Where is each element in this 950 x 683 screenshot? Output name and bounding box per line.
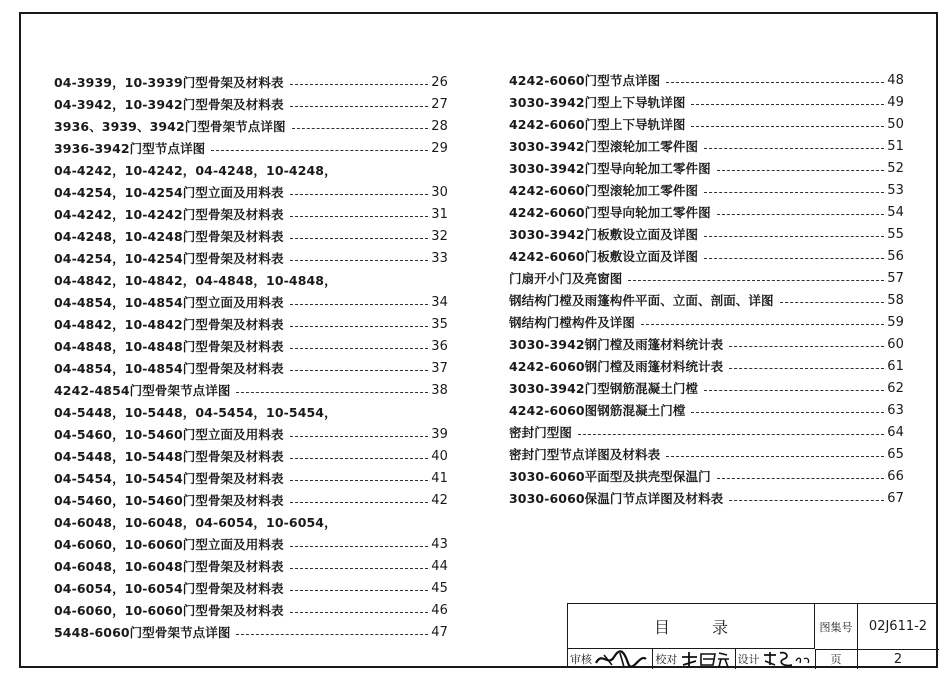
toc-entry-title: 04-6054，10-6054门型骨架及材料表 bbox=[54, 581, 284, 596]
toc-entry bbox=[54, 292, 448, 314]
toc-entry-page: 39 bbox=[431, 427, 448, 442]
toc-entry-title: 3030-3942门型滚轮加工零件图 bbox=[509, 139, 699, 154]
toc-entry-title: 04-5448，10-5448，04-5454，10-5454， bbox=[54, 405, 337, 420]
toc-entry-page: 32 bbox=[431, 229, 448, 244]
toc-entry-title: 04-5460，10-5460门型骨架及材料表 bbox=[54, 493, 284, 508]
toc-entry bbox=[54, 534, 448, 556]
toc-entry-title: 04-6060，10-6060门型立面及用料表 bbox=[54, 537, 284, 552]
toc-entry-title: 04-4242，10-4242门型骨架及材料表 bbox=[54, 207, 284, 222]
toc-entry-title: 4242-6060门型滚轮加工零件图 bbox=[509, 183, 699, 198]
signature-row bbox=[568, 649, 816, 669]
toc-entry-page: 41 bbox=[431, 471, 448, 486]
toc-entry-title: 钢结构门樘构件及详图 bbox=[509, 315, 636, 330]
toc-entry-page: 33 bbox=[431, 251, 448, 266]
toc-entry-title: 04-4254，10-4254门型骨架及材料表 bbox=[54, 251, 284, 266]
toc-entry-title: 3030-3942门型钢筋混凝土门樘 bbox=[509, 381, 699, 396]
toc-entry-page: 61 bbox=[887, 359, 904, 374]
toc-entry-title: 04-4248，10-4248门型骨架及材料表 bbox=[54, 229, 284, 244]
check-label: 校对 bbox=[655, 653, 678, 666]
toc-leader-line bbox=[641, 324, 884, 325]
toc-entry-title: 04-4842，10-4842门型骨架及材料表 bbox=[54, 317, 284, 332]
toc-entry-page: 27 bbox=[431, 97, 448, 112]
toc-entry-page: 59 bbox=[887, 315, 904, 330]
toc-leader-line bbox=[290, 194, 429, 195]
toc-entry bbox=[509, 158, 904, 180]
toc-entry bbox=[54, 380, 448, 402]
toc-entry-page: 52 bbox=[887, 161, 904, 176]
toc-leader-line bbox=[717, 214, 885, 215]
toc-entry bbox=[54, 204, 448, 226]
toc-leader-line bbox=[290, 326, 429, 327]
toc-entry bbox=[54, 94, 448, 116]
toc-entry-title: 4242-4854门型骨架节点详图 bbox=[54, 383, 231, 398]
toc-entry bbox=[509, 444, 904, 466]
toc-entry-title: 04-6060，10-6060门型骨架及材料表 bbox=[54, 603, 284, 618]
toc-entry bbox=[54, 358, 448, 380]
toc-entry-title: 3936-3942门型节点详图 bbox=[54, 141, 206, 156]
toc-entry bbox=[509, 224, 904, 246]
toc-entry-page: 62 bbox=[887, 381, 904, 396]
toc-entry bbox=[509, 488, 904, 510]
toc-entry bbox=[54, 468, 448, 490]
toc-entry-title: 04-6048，10-6048门型骨架及材料表 bbox=[54, 559, 284, 574]
page-number: 2 bbox=[893, 651, 903, 667]
toc-leader-line bbox=[290, 590, 429, 591]
title-block bbox=[567, 603, 938, 668]
toc-entry bbox=[54, 72, 448, 94]
toc-entry-page: 50 bbox=[887, 117, 904, 132]
toc-entry-page: 65 bbox=[887, 447, 904, 462]
toc-entry-title: 钢结构门樘及雨篷构件平面、立面、剖面、详图 bbox=[509, 293, 774, 308]
toc-entry bbox=[509, 114, 904, 136]
toc-leader-line bbox=[704, 258, 884, 259]
toc-leader-line bbox=[704, 148, 884, 149]
toc-entry-title: 04-4254，10-4254门型立面及用料表 bbox=[54, 185, 284, 200]
checker-signature bbox=[679, 649, 731, 669]
toc-entry bbox=[54, 512, 448, 534]
toc-entry bbox=[509, 312, 904, 334]
title-block-title: 目录 bbox=[568, 604, 815, 649]
toc-leader-line bbox=[729, 500, 884, 501]
toc-entry-title: 5448-6060门型骨架节点详图 bbox=[54, 625, 231, 640]
toc-entry-title: 3030-3942钢门樘及雨篷材料统计表 bbox=[509, 337, 724, 352]
reviewer-signature bbox=[594, 649, 649, 669]
toc-entry-page: 66 bbox=[887, 469, 904, 484]
toc-leader-line bbox=[290, 546, 429, 547]
toc-leader-line bbox=[290, 304, 429, 305]
toc-entry-page: 63 bbox=[887, 403, 904, 418]
toc-entry-title: 3030-6060平面型及拱壳型保温门 bbox=[509, 469, 711, 484]
toc-entry-page: 56 bbox=[887, 249, 904, 264]
toc-entry bbox=[509, 202, 904, 224]
toc-leader-line bbox=[211, 150, 428, 151]
toc-entry-title: 密封门型图 bbox=[509, 425, 573, 440]
toc-entry-title: 04-3942，10-3942门型骨架及材料表 bbox=[54, 97, 284, 112]
toc-leader-line bbox=[704, 390, 884, 391]
toc-entry-page: 57 bbox=[887, 271, 904, 286]
toc-entry-page: 45 bbox=[431, 581, 448, 596]
toc-entry bbox=[509, 180, 904, 202]
toc-leader-line bbox=[290, 502, 429, 503]
toc-entry-title: 04-4242，10-4242，04-4248，10-4248， bbox=[54, 163, 337, 178]
atlas-number-label: 图集号 bbox=[815, 604, 858, 650]
toc-entry bbox=[54, 600, 448, 622]
toc-entry-title: 04-6048，10-6048，04-6054，10-6054， bbox=[54, 515, 337, 530]
toc-entry bbox=[54, 226, 448, 248]
toc-leader-line bbox=[290, 106, 429, 107]
toc-entry-page: 26 bbox=[431, 75, 448, 90]
designer-signature bbox=[762, 649, 812, 669]
toc-leader-line bbox=[236, 392, 428, 393]
toc-entry-page: 55 bbox=[887, 227, 904, 242]
toc-entry-title: 04-5460，10-5460门型立面及用料表 bbox=[54, 427, 284, 442]
toc-leader-line bbox=[691, 104, 884, 105]
toc-entry bbox=[54, 424, 448, 446]
toc-entry-page: 67 bbox=[887, 491, 904, 506]
toc-entry-page: 54 bbox=[887, 205, 904, 220]
toc-entry bbox=[54, 402, 448, 424]
toc-entry-title: 3030-3942门板敷设立面及详图 bbox=[509, 227, 699, 242]
toc-entry bbox=[509, 290, 904, 312]
toc-entry-page: 47 bbox=[431, 625, 448, 640]
toc-entry bbox=[509, 422, 904, 444]
toc-entry-page: 43 bbox=[431, 537, 448, 552]
toc-entry-page: 36 bbox=[431, 339, 448, 354]
toc-leader-line bbox=[666, 456, 884, 457]
toc-entry-page: 46 bbox=[431, 603, 448, 618]
toc-leader-line bbox=[290, 458, 429, 459]
toc-entry-page: 58 bbox=[887, 293, 904, 308]
toc-leader-line bbox=[290, 238, 429, 239]
toc-entry-title: 门扇开小门及亮窗图 bbox=[509, 271, 623, 286]
toc-entry bbox=[54, 116, 448, 138]
toc-leader-line bbox=[704, 236, 884, 237]
toc-entry-title: 4242-6060门型导向轮加工零件图 bbox=[509, 205, 711, 220]
toc-entry-page: 60 bbox=[887, 337, 904, 352]
toc-entry bbox=[509, 400, 904, 422]
toc-entry-title: 4242-6060门板敷设立面及详图 bbox=[509, 249, 699, 264]
toc-entry bbox=[54, 160, 448, 182]
toc-entry-page: 64 bbox=[887, 425, 904, 440]
toc-leader-line bbox=[704, 192, 884, 193]
toc-entry bbox=[54, 314, 448, 336]
toc-entry bbox=[509, 92, 904, 114]
toc-entry-title: 04-5454，10-5454门型骨架及材料表 bbox=[54, 471, 284, 486]
toc-entry-page: 29 bbox=[431, 141, 448, 156]
toc-entry bbox=[509, 136, 904, 158]
toc-entry-title: 4242-6060门型上下导轨详图 bbox=[509, 117, 686, 132]
toc-right-column bbox=[509, 70, 904, 510]
toc-leader-line bbox=[236, 634, 428, 635]
toc-entry-page: 44 bbox=[431, 559, 448, 574]
toc-entry-title: 04-4854，10-4854门型立面及用料表 bbox=[54, 295, 284, 310]
toc-leader-line bbox=[717, 478, 885, 479]
toc-leader-line bbox=[292, 128, 429, 129]
design-label: 设计 bbox=[737, 653, 760, 666]
toc-entry-page: 28 bbox=[431, 119, 448, 134]
toc-entry-title: 04-4854，10-4854门型骨架及材料表 bbox=[54, 361, 284, 376]
toc-leader-line bbox=[729, 346, 884, 347]
toc-entry-title: 密封门型节点详图及材料表 bbox=[509, 447, 661, 462]
page-label: 页 bbox=[815, 649, 858, 669]
toc-entry-title: 04-5448，10-5448门型骨架及材料表 bbox=[54, 449, 284, 464]
toc-entry-page: 30 bbox=[431, 185, 448, 200]
toc-left-column bbox=[54, 72, 448, 644]
review-label: 审核 bbox=[570, 653, 592, 666]
toc-entry-title: 04-4848，10-4848门型骨架及材料表 bbox=[54, 339, 284, 354]
toc-entry bbox=[54, 622, 448, 644]
toc-entry-title: 3030-3942门型上下导轨详图 bbox=[509, 95, 686, 110]
toc-entry bbox=[54, 270, 448, 292]
toc-leader-line bbox=[290, 480, 429, 481]
toc-entry bbox=[509, 70, 904, 92]
toc-leader-line bbox=[290, 568, 429, 569]
toc-entry-page: 49 bbox=[887, 95, 904, 110]
toc-entry-page: 38 bbox=[431, 383, 448, 398]
toc-leader-line bbox=[729, 368, 884, 369]
toc-entry-title: 3030-6060保温门节点详图及材料表 bbox=[509, 491, 724, 506]
toc-leader-line bbox=[290, 612, 429, 613]
toc-leader-line bbox=[780, 302, 885, 303]
toc-entry bbox=[54, 182, 448, 204]
toc-entry-page: 40 bbox=[431, 449, 448, 464]
toc-leader-line bbox=[290, 370, 429, 371]
toc-leader-line bbox=[290, 216, 429, 217]
toc-leader-line bbox=[666, 82, 884, 83]
toc-entry-title: 4242-6060图钢筋混凝土门樘 bbox=[509, 403, 686, 418]
toc-entry bbox=[54, 248, 448, 270]
atlas-number: 02J611-2 bbox=[857, 604, 939, 650]
toc-entry bbox=[54, 556, 448, 578]
toc-entry-page: 34 bbox=[431, 295, 448, 310]
toc-entry bbox=[509, 334, 904, 356]
toc-leader-line bbox=[691, 412, 884, 413]
toc-leader-line bbox=[578, 434, 884, 435]
toc-entry bbox=[509, 268, 904, 290]
toc-entry-title: 04-4842，10-4842，04-4848，10-4848， bbox=[54, 273, 337, 288]
toc-leader-line bbox=[290, 260, 429, 261]
toc-leader-line bbox=[628, 280, 884, 281]
toc-entry bbox=[509, 246, 904, 268]
toc-leader-line bbox=[290, 84, 429, 85]
toc-entry-title: 4242-6060门型节点详图 bbox=[509, 73, 661, 88]
toc-entry bbox=[509, 356, 904, 378]
toc-entry-title: 4242-6060钢门樘及雨篷材料统计表 bbox=[509, 359, 724, 374]
toc-entry-page: 31 bbox=[431, 207, 448, 222]
toc-entry-title: 3936、3939、3942门型骨架节点详图 bbox=[54, 119, 286, 134]
toc-entry bbox=[54, 446, 448, 468]
toc-entry bbox=[54, 138, 448, 160]
toc-entry bbox=[54, 336, 448, 358]
toc-entry-page: 42 bbox=[431, 493, 448, 508]
toc-leader-line bbox=[290, 436, 429, 437]
toc-entry-title: 04-3939，10-3939门型骨架及材料表 bbox=[54, 75, 284, 90]
toc-leader-line bbox=[717, 170, 885, 171]
toc-entry-page: 48 bbox=[887, 73, 904, 88]
toc-entry-title: 3030-3942门型导向轮加工零件图 bbox=[509, 161, 711, 176]
toc-entry-page: 35 bbox=[431, 317, 448, 332]
toc-entry bbox=[54, 490, 448, 512]
toc-entry bbox=[509, 378, 904, 400]
toc-leader-line bbox=[290, 348, 429, 349]
toc-entry-page: 51 bbox=[887, 139, 904, 154]
toc-entry-page: 37 bbox=[431, 361, 448, 376]
toc-entry bbox=[509, 466, 904, 488]
toc-entry-page: 53 bbox=[887, 183, 904, 198]
toc-leader-line bbox=[691, 126, 884, 127]
toc-entry bbox=[54, 578, 448, 600]
